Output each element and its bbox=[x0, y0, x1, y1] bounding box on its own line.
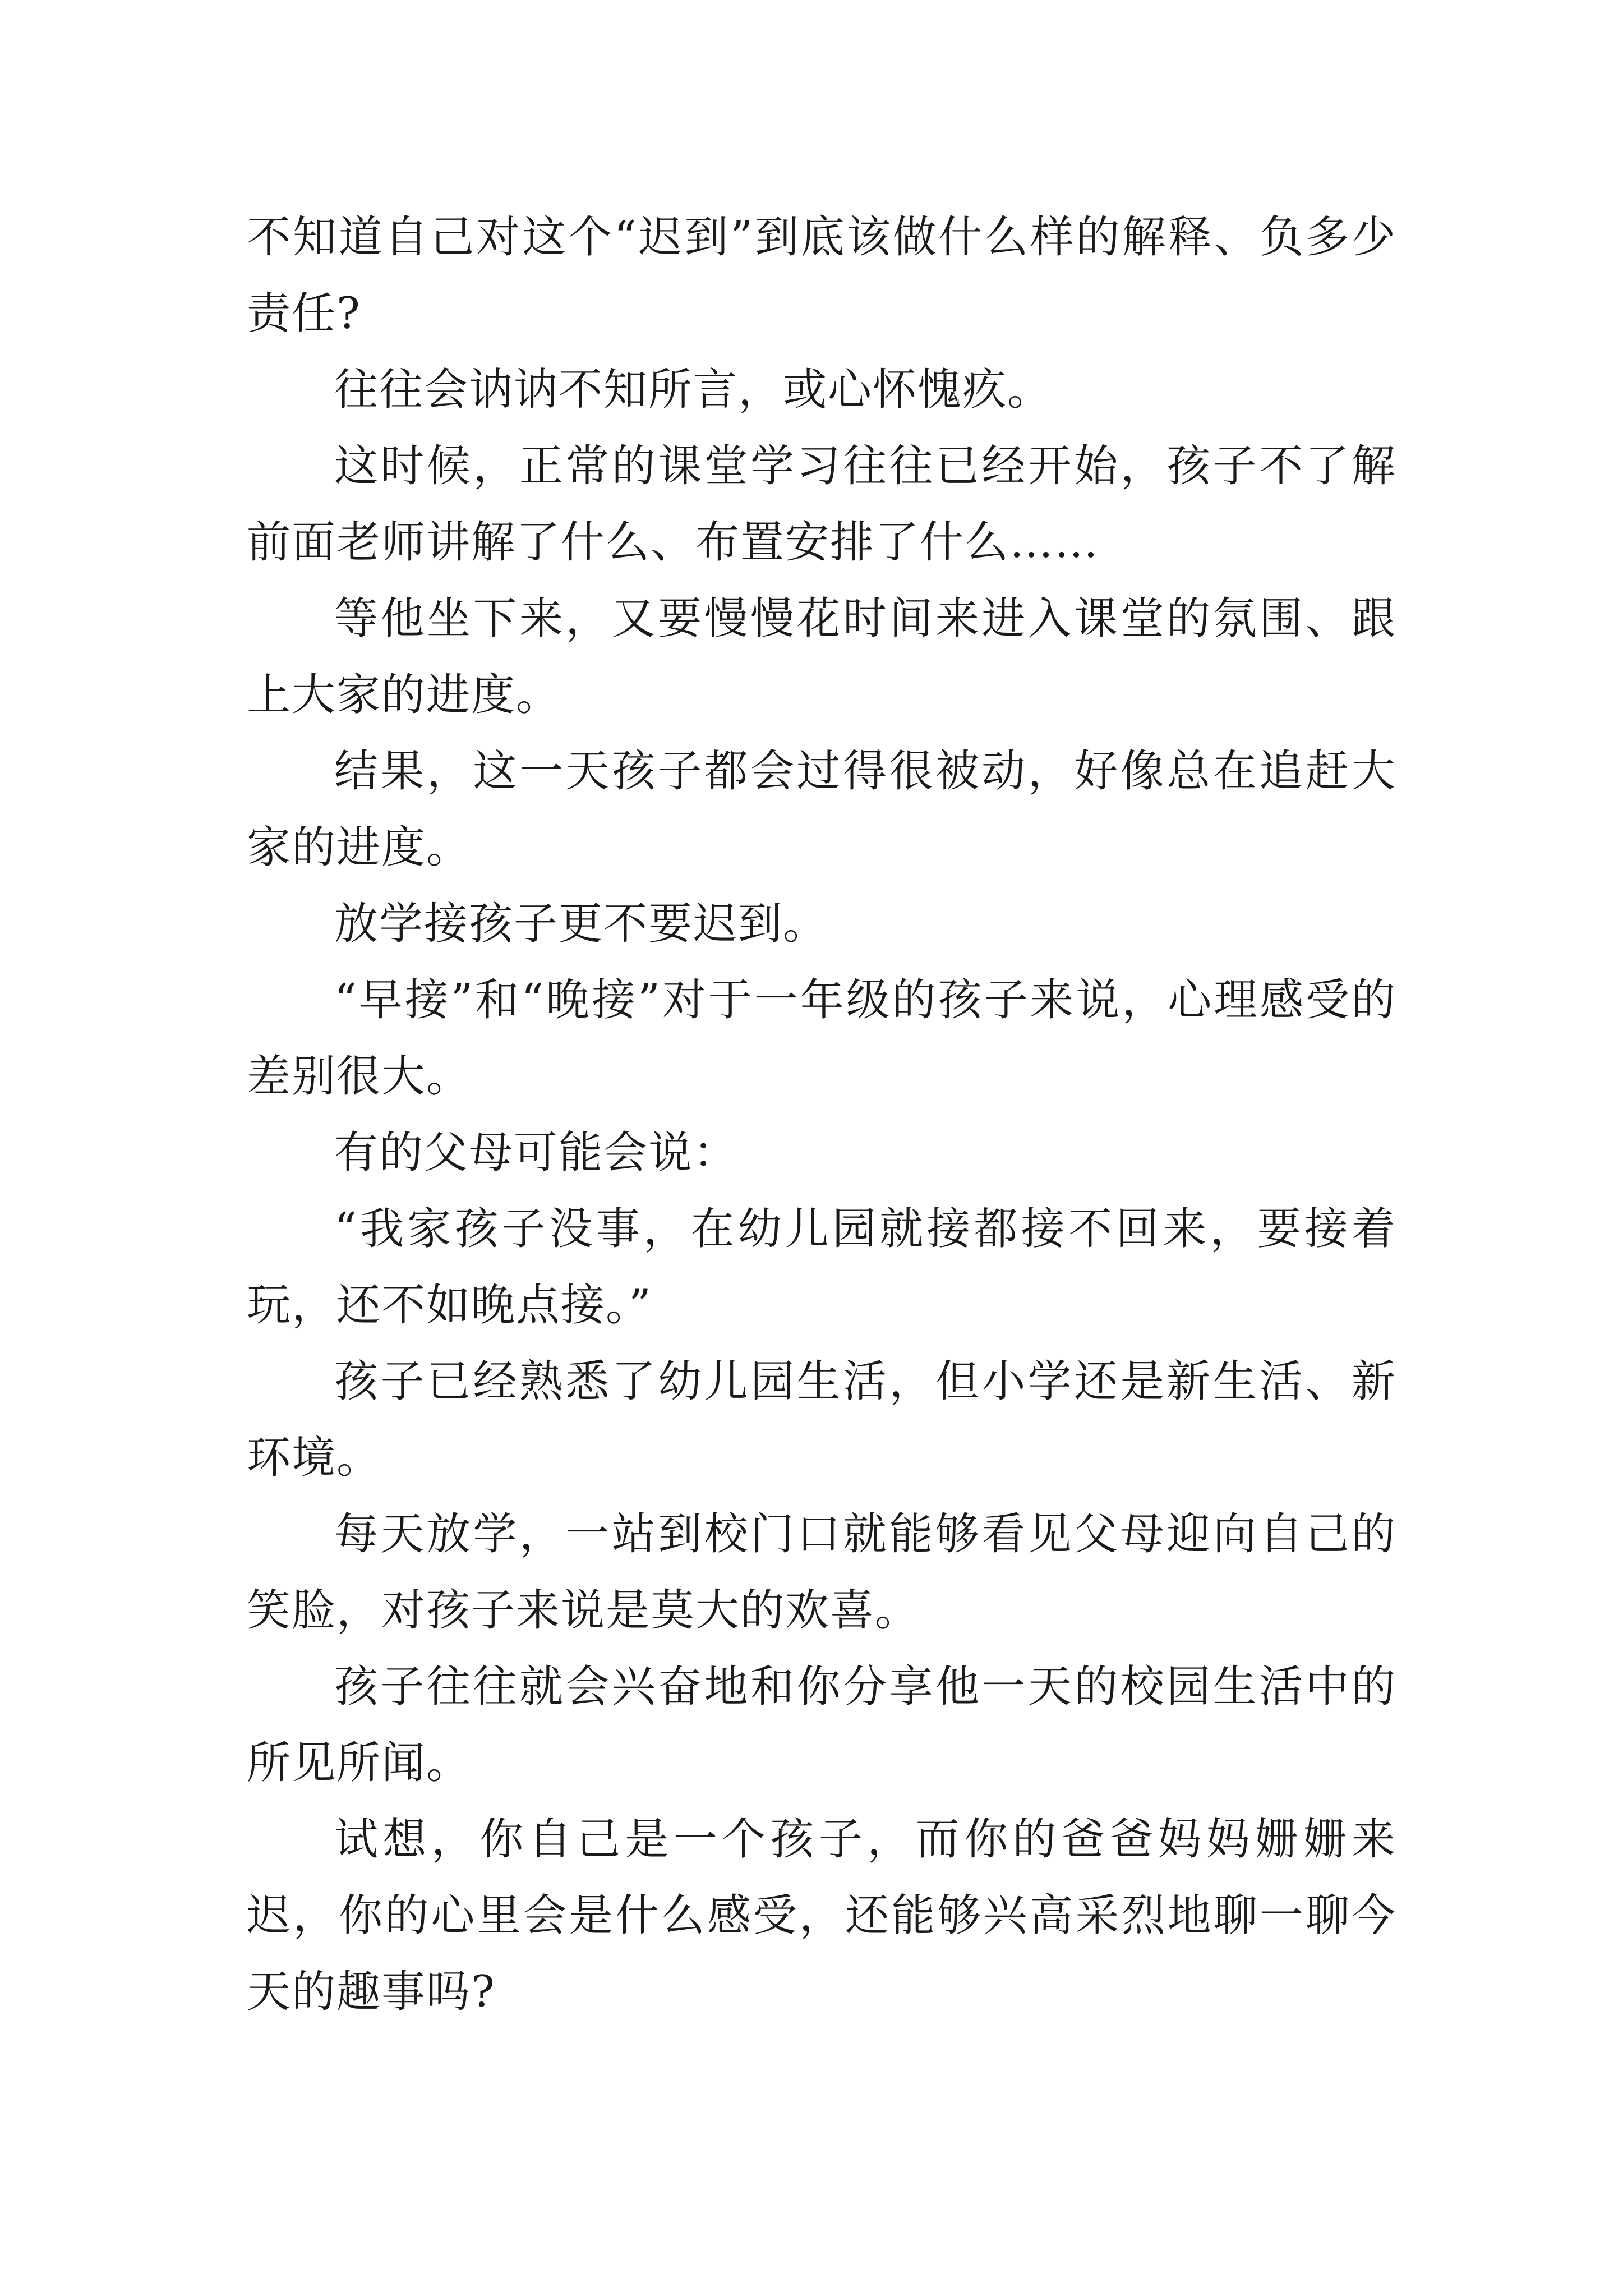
body-text bbox=[247, 199, 1396, 2030]
paragraph: “我家孩子没事，在幼儿园就接都接不回来，要接着玩，还不如晚点接。” bbox=[247, 1204, 1396, 1331]
paragraph: 往往会讷讷不知所言，或心怀愧疚。 bbox=[334, 365, 1053, 415]
paragraph: “早接”和“晚接”对于一年级的孩子来说，心理感受的差别很大。 bbox=[247, 975, 1396, 1102]
paragraph: 这时候，正常的课堂学习往往已经开始，孩子不了解前面老师讲解了什么、布置安排了什么…… bbox=[247, 441, 1396, 568]
paragraph: 结果，这一天孩子都会过得很被动，好像总在追赶大家的进度。 bbox=[247, 746, 1396, 873]
paragraph: 试想，你自己是一个孩子，而你的爸爸妈妈姗姗来迟，你的心里会是什么感受，还能够兴高采烈地聊一聊今天的趣事吗? bbox=[247, 1814, 1396, 2017]
paragraph: 放学接孩子更不要迟到。 bbox=[334, 899, 828, 949]
paragraph: 每天放学，一站到校门口就能够看见父母迎向自己的笑脸，对孩子来说是莫大的欢喜。 bbox=[247, 1509, 1396, 1636]
paragraph: 孩子往往就会兴奋地和你分享他一天的校园生活中的所见所闻。 bbox=[247, 1662, 1396, 1788]
paragraph: 有的父母可能会说： bbox=[334, 1128, 739, 1178]
paragraph: 等他坐下来，又要慢慢花时间来进入课堂的氛围、跟上大家的进度。 bbox=[247, 593, 1396, 720]
paragraph: 不知道自己对这个“迟到”到底该做什么样的解释、负多少责任? bbox=[247, 212, 1396, 339]
paragraph: 孩子已经熟悉了幼儿园生活，但小学还是新生活、新环境。 bbox=[247, 1356, 1396, 1483]
